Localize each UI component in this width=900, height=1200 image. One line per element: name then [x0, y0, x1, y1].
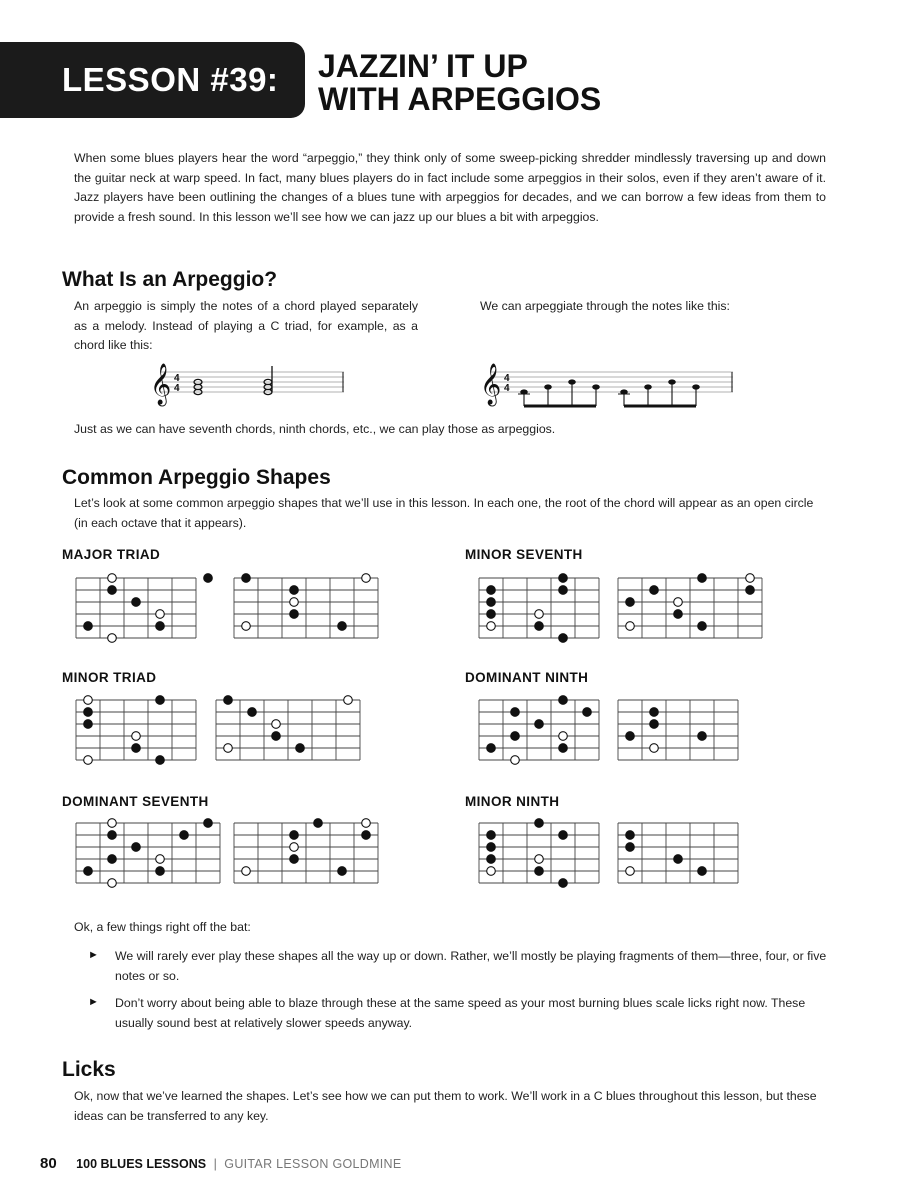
note-dot [338, 867, 347, 876]
note-dot [156, 696, 165, 705]
root-note-dot [511, 756, 520, 765]
root-note-dot [535, 610, 544, 619]
root-note-dot [108, 879, 117, 888]
minor-seventh-shape-1-fretboard [473, 570, 623, 650]
shapes-intro-text: Let’s look at some common arpeggio shapes that we’ll use in this lesson. In each one, the root of the chord will appear as an open circle (in each octave that it appears). [74, 496, 814, 530]
note-dot [559, 744, 568, 753]
lesson-label: LESSON #39: [62, 61, 279, 98]
label-minor-ninth: MINOR NINTH [465, 794, 560, 809]
note-dot [84, 622, 93, 631]
bullet-arrow-icon: ► [88, 949, 99, 961]
minor-triad-shape-1-fretboard [70, 692, 220, 772]
note-dot [290, 831, 299, 840]
intro-paragraph: When some blues players hear the word “arpeggio,” they think only of some sweep-picking shredder mindlessly traversing up and down the guitar neck at warp speed. In fact, many blues players do in fact include some arpeggios in their solos, even if they aren’t aware of it. Jazz players have been outlining the changes of a blues tune with arpeggios for decades, and we can borrow a few ideas from them to provide a fresh sound. In this lesson we’ll see how we can jazz up our blues a bit with arpeggios. [74, 151, 826, 224]
note-dot [698, 732, 707, 741]
root-note-dot [224, 744, 233, 753]
minor-seventh-shape-2-fretboard [612, 570, 782, 650]
note-dot [362, 831, 371, 840]
note-dot [626, 831, 635, 840]
note-dot [248, 708, 257, 717]
root-note-dot [84, 696, 93, 705]
root-note-dot [108, 574, 117, 583]
note-dot [84, 708, 93, 717]
note-dot [132, 744, 141, 753]
root-note-dot [132, 732, 141, 741]
root-note-dot [535, 855, 544, 864]
book-title: 100 BLUES LESSONS [76, 1157, 207, 1171]
root-note-dot [242, 622, 251, 631]
note-dot [511, 732, 520, 741]
root-note-dot [242, 867, 251, 876]
note-dot [487, 586, 496, 595]
publisher-name: GUITAR LESSON GOLDMINE [224, 1157, 402, 1171]
note-dot [132, 598, 141, 607]
note-dot [84, 720, 93, 729]
note-dot [559, 879, 568, 888]
root-note-dot [650, 744, 659, 753]
label-major-triad: MAJOR TRIAD [62, 547, 161, 562]
bullet-text-1: We will rarely ever play these shapes all the way up or down. Rather, we’ll mostly be playing fragments of them—three, four, or five notes or so. [115, 949, 827, 983]
root-note-dot [84, 756, 93, 765]
heading-common-shapes: Common Arpeggio Shapes [62, 466, 331, 489]
major-triad-shape-2-fretboard [228, 570, 388, 650]
note-dot [156, 867, 165, 876]
title-line-1: JAZZIN’ IT UP [318, 48, 528, 84]
root-note-dot [626, 622, 635, 631]
svg-text:4: 4 [504, 373, 510, 384]
note-dot [108, 831, 117, 840]
what-right-text: We can arpeggiate through the notes like this: [480, 299, 730, 313]
minor-triad-shape-2-fretboard [210, 692, 380, 772]
page-number: 80 [40, 1155, 57, 1172]
note-dot [698, 867, 707, 876]
note-dot [108, 855, 117, 864]
half-chord-2 [264, 366, 272, 395]
minor-ninth-shape-2-fretboard [612, 815, 762, 895]
root-note-dot [487, 622, 496, 631]
root-note-dot [487, 867, 496, 876]
note-dot [583, 708, 592, 717]
note-dot [535, 720, 544, 729]
root-note-dot [362, 819, 371, 828]
dominant-seventh-shape-1-fretboard [70, 815, 240, 895]
note-dot [290, 855, 299, 864]
label-dominant-seventh: DOMINANT SEVENTH [62, 794, 209, 809]
note-dot [204, 819, 213, 828]
root-note-dot [626, 867, 635, 876]
root-note-dot [272, 720, 281, 729]
what-left-text: An arpeggio is simply the notes of a chord played separately as a melody. Instead of playing a C triad, for example, as a chord like this: [74, 299, 418, 352]
note-dot [626, 598, 635, 607]
note-dot [204, 574, 213, 583]
heading-licks: Licks [62, 1058, 116, 1081]
note-dot [535, 867, 544, 876]
shapes-after-intro: Ok, a few things right off the bat: [74, 920, 251, 934]
label-minor-triad: MINOR TRIAD [62, 670, 157, 685]
note-dot [487, 744, 496, 753]
note-dot [559, 634, 568, 643]
note-dot [559, 586, 568, 595]
note-dot [108, 586, 117, 595]
note-dot [132, 843, 141, 852]
root-note-dot [344, 696, 353, 705]
note-dot [487, 831, 496, 840]
title-line-2: WITH ARPEGGIOS [318, 81, 602, 117]
time-signature-bottom: 4 [174, 383, 180, 394]
major-triad-shape-1-fretboard [70, 570, 220, 650]
note-dot [487, 855, 496, 864]
label-minor-seventh: MINOR SEVENTH [465, 547, 583, 562]
note-dot [559, 831, 568, 840]
note-dot [272, 732, 281, 741]
treble-clef-icon: 𝄞 [150, 364, 172, 405]
note-dot [626, 732, 635, 741]
bullet-arrow-icon: ► [88, 996, 99, 1008]
note-dot [156, 756, 165, 765]
bullet-text-2: Don’t worry about being able to blaze through these at the same speed as your most burning blues scale licks right now. These usually sound best at relatively slower speeds anyway. [115, 996, 806, 1030]
root-note-dot [290, 598, 299, 607]
note-dot [650, 720, 659, 729]
note-dot [290, 610, 299, 619]
root-note-dot [156, 855, 165, 864]
note-dot [746, 586, 755, 595]
note-dot [314, 819, 323, 828]
footer-separator: | [213, 1157, 217, 1171]
note-dot [180, 831, 189, 840]
note-dot [487, 843, 496, 852]
root-note-dot [674, 598, 683, 607]
note-dot [511, 708, 520, 717]
root-note-dot [108, 819, 117, 828]
note-dot [224, 696, 233, 705]
note-dot [698, 574, 707, 583]
note-dot [650, 708, 659, 717]
note-dot [698, 622, 707, 631]
note-dot [559, 696, 568, 705]
treble-clef-icon: 𝄞 [480, 364, 502, 405]
heading-what-is-arpeggio: What Is an Arpeggio? [62, 268, 278, 291]
svg-text:4: 4 [504, 383, 510, 394]
dominant-seventh-shape-2-fretboard [228, 815, 398, 895]
root-note-dot [559, 732, 568, 741]
c-arpeggio-staff [478, 362, 738, 412]
root-note-dot [156, 610, 165, 619]
note-dot [674, 610, 683, 619]
licks-text: Ok, now that we’ve learned the shapes. Let’s see how we can put them to work. We’ll work in a C blues throughout this lesson, but these ideas can be transferred to any key. [74, 1089, 817, 1123]
root-note-dot [290, 843, 299, 852]
note-dot [650, 586, 659, 595]
note-dot [535, 622, 544, 631]
page-footer [40, 1155, 402, 1172]
minor-ninth-shape-1-fretboard [473, 815, 623, 895]
note-dot [487, 598, 496, 607]
note-dot [559, 574, 568, 583]
lesson-banner [0, 42, 305, 118]
dominant-ninth-shape-2-fretboard [612, 692, 762, 772]
note-dot [156, 622, 165, 631]
root-note-dot [108, 634, 117, 643]
note-dot [674, 855, 683, 864]
note-dot [338, 622, 347, 631]
time-signature-top: 4 [174, 373, 180, 384]
what-after-text: Just as we can have seventh chords, ninth chords, etc., we can play those as arpeggios. [74, 422, 556, 436]
note-dot [626, 843, 635, 852]
lesson-title [318, 50, 601, 116]
root-note-dot [362, 574, 371, 583]
root-note-dot [746, 574, 755, 583]
note-dot [242, 574, 251, 583]
label-dominant-ninth: DOMINANT NINTH [465, 670, 589, 685]
c-triad-chord-staff [148, 362, 348, 412]
dominant-ninth-shape-1-fretboard [473, 692, 623, 772]
note-dot [290, 586, 299, 595]
note-dot [487, 610, 496, 619]
note-dot [84, 867, 93, 876]
note-dot [296, 744, 305, 753]
note-dot [535, 819, 544, 828]
